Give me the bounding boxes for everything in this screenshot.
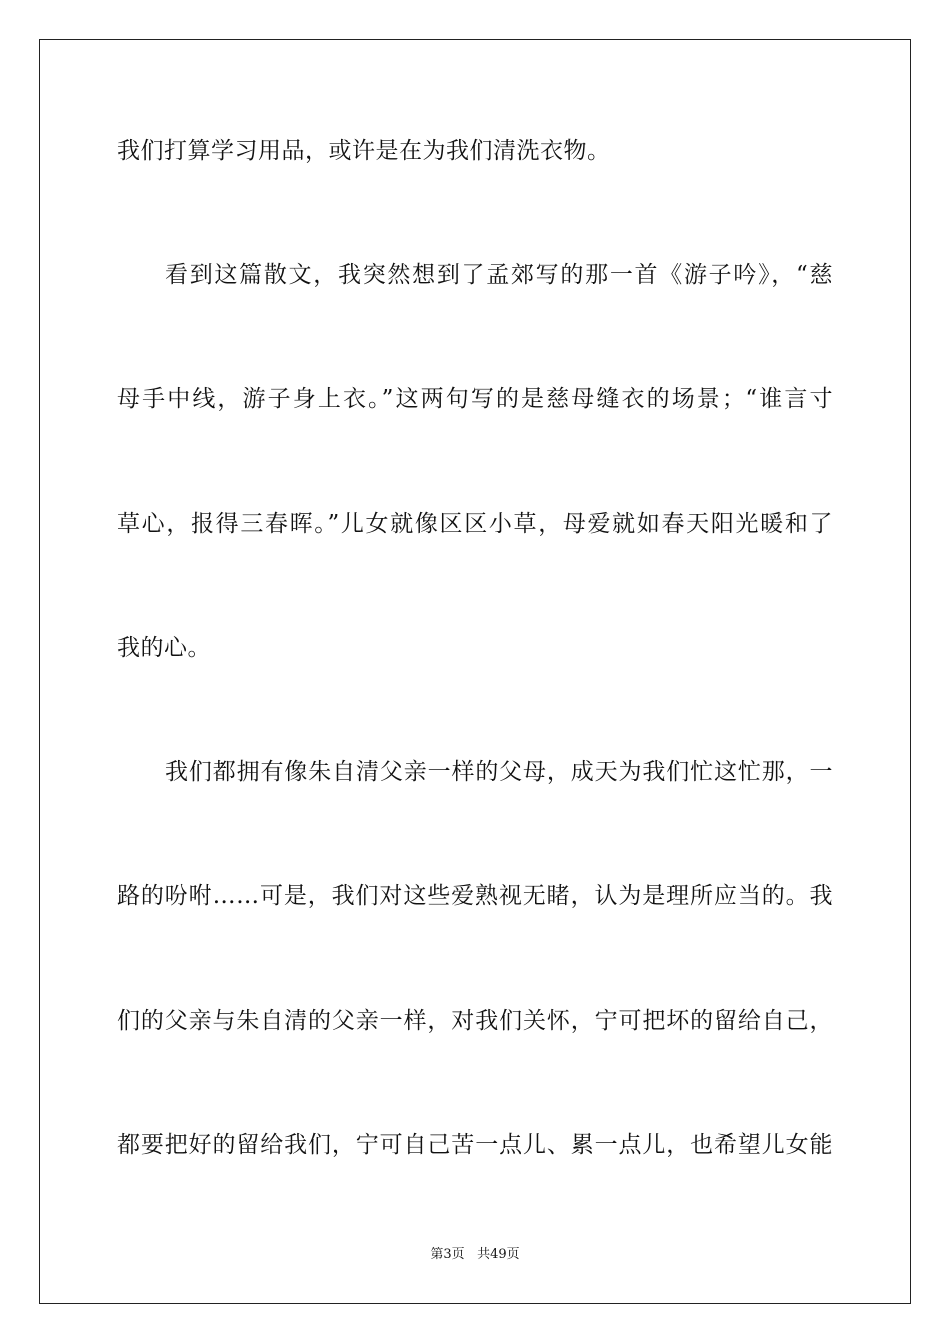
text-line-8: 们的父亲与朱自清的父亲一样，对我们关怀，宁可把坏的留给自己， xyxy=(117,1008,833,1034)
text-line-2: 看到这篇散文，我突然想到了孟郊写的那一首《游子吟》，“慈 xyxy=(165,262,833,288)
page-number: 第3页 xyxy=(430,1247,465,1262)
page-footer xyxy=(0,1246,950,1264)
text-line-7: 路的吩咐……可是，我们对这些爱熟视无睹，认为是理所应当的。我 xyxy=(117,883,833,909)
page-total: 共49页 xyxy=(477,1247,520,1262)
text-line-9: 都要把好的留给我们，宁可自己苦一点儿、累一点儿，也希望儿女能 xyxy=(117,1132,833,1158)
text-line-6: 我们都拥有像朱自清父亲一样的父母，成天为我们忙这忙那，一 xyxy=(165,759,833,785)
text-line-1: 我们打算学习用品，或许是在为我们清洗衣物。 xyxy=(117,138,611,164)
text-line-5: 我的心。 xyxy=(117,635,211,661)
text-line-3: 母手中线，游子身上衣。”这两句写的是慈母缝衣的场景；“谁言寸 xyxy=(117,386,833,412)
text-line-4: 草心，报得三春晖。”儿女就像区区小草，母爱就如春天阳光暖和了 xyxy=(117,511,833,537)
page-border xyxy=(39,39,911,1304)
